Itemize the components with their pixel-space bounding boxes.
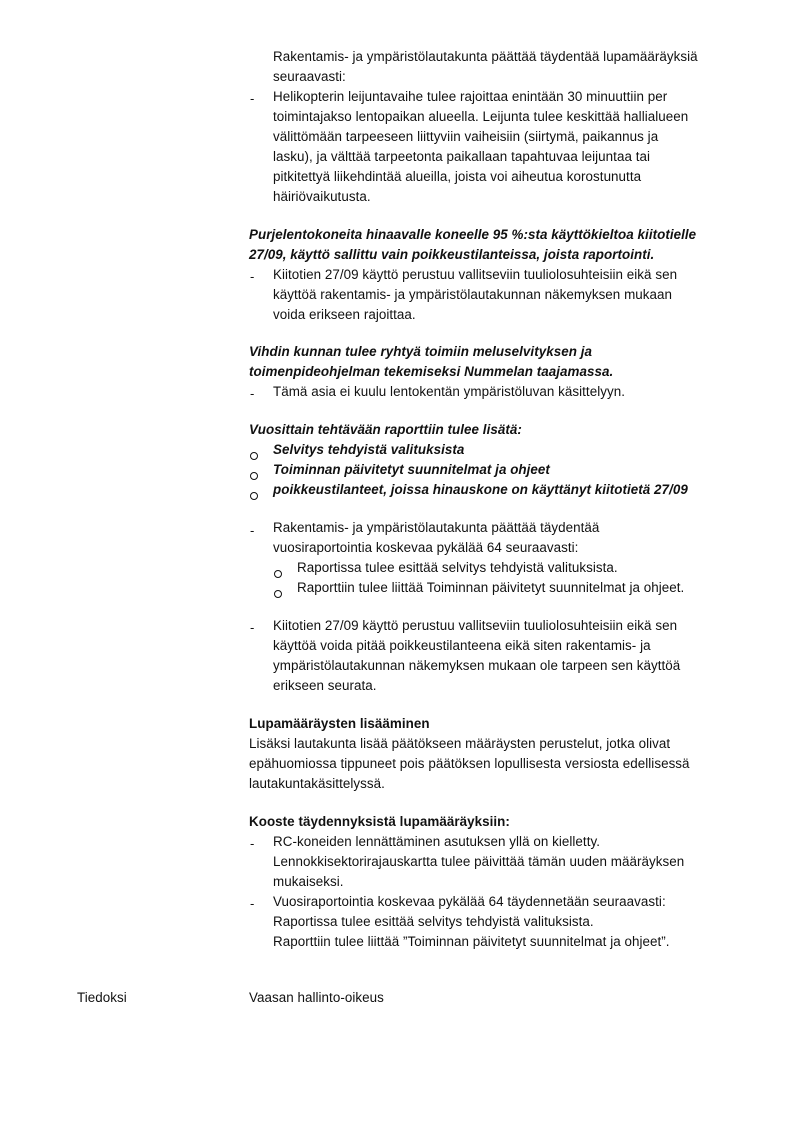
list-item-line: toimintajakso lentopaikan alueella. Leijunta tulee keskittää hallialueen [273,109,689,124]
section-heading: Vihdin kunnan tulee ryhtyä toimiin meluselvityksen ja [249,344,592,359]
section-heading: Vuosittain tehtävään raporttiin tulee lisätä: [249,422,522,437]
dash-bullet-icon: - [250,386,255,401]
dash-bullet-icon: - [250,269,255,284]
list-item-line: käyttöä rakentamis- ja ympäristölautakunnan näkemyksen mukaan [273,287,673,302]
section-heading: Purjelentokoneita hinaavalle koneelle 95 %:sta käyttökieltoa kiitotielle [249,227,697,242]
dash-bullet-icon: - [250,620,255,635]
paragraph-line: lautakuntakäsittelyssä. [249,776,385,791]
list-item-line: ympäristölautakunnan näkemyksen mukaan ole tarpeen sen käyttöä [273,658,681,673]
circle-bullet-icon [274,590,282,598]
list-item-line: häiriövaikutusta. [273,189,371,204]
list-item-line: Lennokkisektorirajauskartta tulee päivittää tämän uuden määräyksen [273,854,685,869]
list-item-line: käyttöä voida pitää poikkeustilanteena eikä siten rakentamis- ja [273,638,651,653]
sub-item: Raporttiin tulee liittää Toiminnan päivitetyt suunnitelmat ja ohjeet. [297,580,685,595]
paragraph-line: Lisäksi lautakunta lisää päätökseen määräysten perustelut, jotka olivat [249,736,671,751]
sub-item: Toiminnan päivitetyt suunnitelmat ja ohjeet [273,462,550,477]
circle-bullet-icon [274,570,282,578]
list-item-line: Rakentamis- ja ympäristölautakunta päättää täydentää [273,520,600,535]
section-heading: Lupamääräysten lisääminen [249,716,430,731]
circle-bullet-icon [250,452,258,460]
intro-line: Rakentamis- ja ympäristölautakunta päättää täydentää lupamääräyksiä [273,49,698,64]
section-heading: 27/09, käyttö sallittu vain poikkeustilanteissa, joista raportointi. [249,247,655,262]
circle-bullet-icon [250,492,258,500]
list-item-line: Tämä asia ei kuulu lentokentän ympäristöluvan käsittelyyn. [273,384,625,399]
sub-item: Selvitys tehdyistä valituksista [273,442,465,457]
distribution-recipient: Vaasan hallinto-oikeus [249,990,384,1005]
distribution-label: Tiedoksi [77,990,127,1005]
list-item-line: Raporttiin tulee liittää ”Toiminnan päivitetyt suunnitelmat ja ohjeet”. [273,934,670,949]
list-item-line: Kiitotien 27/09 käyttö perustuu vallitseviin tuuliolosuhteisiin eikä sen [273,618,678,633]
list-item-line: RC-koneiden lennättäminen asutuksen yllä on kielletty. [273,834,600,849]
list-item-line: erikseen seurata. [273,678,377,693]
list-item-line: Kiitotien 27/09 käyttö perustuu vallitseviin tuuliolosuhteisiin eikä sen [273,267,678,282]
dash-bullet-icon: - [250,91,255,106]
list-item-line: lasku), ja välttää tarpeetonta paikallaan tapahtuvaa leijuntaa tai [273,149,651,164]
section-heading: Kooste täydennyksistä lupamääräyksiin: [249,814,510,829]
list-item-line: vuosiraportointia koskevaa pykälää 64 seuraavasti: [273,540,579,555]
list-item-line: Vuosiraportointia koskevaa pykälää 64 täydennetään seuraavasti: [273,894,666,909]
list-item-line: välittömään tarpeeseen liittyviin vaiheisiin (siirtymä, paikannus ja [273,129,659,144]
intro-line: seuraavasti: [273,69,346,84]
dash-bullet-icon: - [250,836,255,851]
paragraph-line: epähuomiossa tippuneet pois päätöksen lopullisesta versiosta edellisessä [249,756,690,771]
list-item-line: Helikopterin leijuntavaihe tulee rajoittaa enintään 30 minuuttiin per [273,89,668,104]
sub-item: Raportissa tulee esittää selvitys tehdyistä valituksista. [297,560,618,575]
sub-item: poikkeustilanteet, joissa hinauskone on käyttänyt kiitotietä 27/09 [273,482,688,497]
dash-bullet-icon: - [250,896,255,911]
list-item-line: voida erikseen rajoittaa. [273,307,416,322]
list-item-line: Raportissa tulee esittää selvitys tehdyistä valituksista. [273,914,594,929]
circle-bullet-icon [250,472,258,480]
section-heading: toimenpideohjelman tekemiseksi Nummelan taajamassa. [249,364,614,379]
dash-bullet-icon: - [250,523,255,538]
list-item-line: pitkitettyä liikehdintää alueilla, joista voi aiheutua korostunutta [273,169,642,184]
list-item-line: mukaiseksi. [273,874,344,889]
